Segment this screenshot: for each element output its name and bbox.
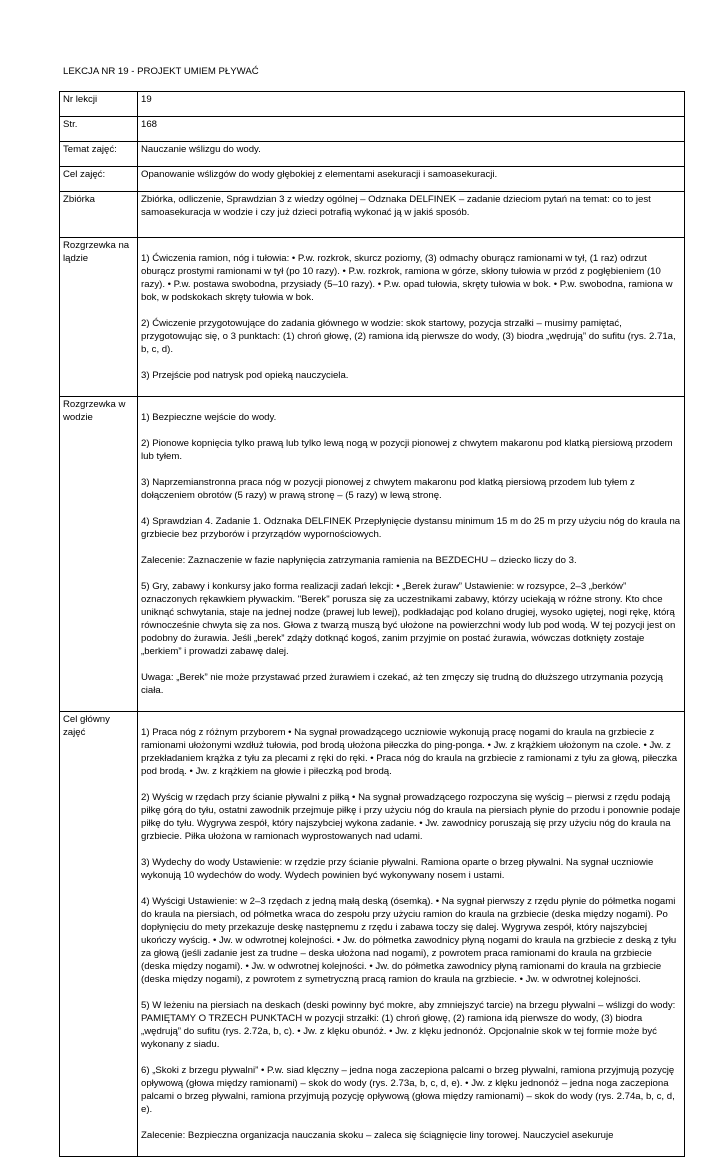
paragraph: 3) Naprzemianstronna praca nóg w pozycji pionowej z chwytem makaronu pod klatką piersiową przodem lub tyłem z dołączeniem obrotów (5 razy) w prawą stronę – (5 razy) w lewą stronę.: [141, 477, 635, 501]
row-value-str: 168: [138, 117, 685, 142]
row-label-temat: Temat zajęć:: [60, 142, 138, 167]
row-value-rozgrzewka-woda: [138, 397, 685, 712]
table-row: [60, 238, 685, 397]
row-label-cel: Cel zajęć:: [60, 167, 138, 192]
row-label-zbiorka: Zbiórka: [60, 192, 138, 238]
paragraph: 4) Sprawdzian 4. Zadanie 1. Odznaka DELFINEK Przepłynięcie dystansu minimum 15 m do 25 m przy użyciu nóg do kraula na grzbiecie bez przyborów i przyrządów wypornościowych.: [141, 516, 681, 540]
paragraph: Zalecenie: Zaznaczenie w fazie napłynięcia zatrzymania ramienia na BEZDECHU – dziecko liczy do 3.: [141, 555, 577, 566]
paragraph: 3) Przejście pod natrysk pod opieką nauczyciela.: [141, 370, 349, 381]
paragraph: 2) Wyścig w rzędach przy ścianie pływalni z piłką • Na sygnał prowadzącego rozpoczyna się wyścig – pierwsi z rzędu podają piłkę górą do tyłu, ostatni zawodnik przejmuje piłkę i przy użyciu nóg do kraula na piersiach płynie do przodu i ponownie podaje piłkę do tyłu. Wygrywa zespół, który najszybciej wykona zadanie. • Jw. zawodnicy poruszają się przy użyciu nóg do kraula na grzbiecie. Piłka ułożona w ramionach wyprostowanych nad udami.: [141, 792, 681, 842]
table-row: [60, 167, 685, 192]
paragraph: Uwaga: „Berek” nie może przystawać przed żurawiem i czekać, aż ten zmęczy się trudną do dłuższego utrzymania pozycją ciała.: [141, 672, 664, 696]
paragraph: 6) „Skoki z brzegu pływalni” • P.w. siad klęczny – jedna noga zaczepiona palcami o brzeg pływalni, ramiona przyjmują pozycję opływową (głowa między ramionami) – skok do wody (rys. 2.73a, b, c, d, e). • Jw. z klęku jednonóż – jedna noga zaczepiona palcami o brzeg pływalni, ramiona przyjmują pozycję opływową (głowa między ramionami) – skok do wody (rys. 2.74a, b, c, d, e).: [141, 1065, 675, 1115]
row-label-cel-glowny: Cel główny zajęć: [60, 712, 138, 1157]
row-value-zbiorka: Zbiórka, odliczenie, Sprawdzian 3 z wiedzy ogólnej – Odznaka DELFINEK – zadanie dzieciom pytań na temat: co to jest samoasekuracja w wodzie i czy już dzieci potrafią wykonać ją w jakiś sposób.: [138, 192, 685, 238]
lesson-table: [59, 91, 685, 1157]
paragraph: 2) Pionowe kopnięcia tylko prawą lub tylko lewą nogą w pozycji pionowej z chwytem makaronu pod klatką piersiową przodem lub tyłem.: [141, 438, 673, 462]
row-value-rozgrzewka-lad: [138, 238, 685, 397]
paragraph: 1) Bezpieczne wejście do wody.: [141, 412, 277, 423]
paragraph: 2) Ćwiczenie przygotowujące do zadania głównego w wodzie: skok startowy, pozycja strzałki – musimy pamiętać, przygotowując się, o 3 punktach: (1) chroń głowę, (2) ramiona idą pierwsze do wody, (3) biodra „wędrują” do sufitu (rys. 2.71a, b, c, d).: [141, 318, 676, 355]
row-label-str: Str.: [60, 117, 138, 142]
table-row: [60, 192, 685, 238]
paragraph: 1) Ćwiczenia ramion, nóg i tułowia: • P.w. rozkrok, skurcz poziomy, (3) odmachy oburącz ramionami w tył, (1 raz) odrzut oburącz prostymi ramionami w tył (po 10 razy). • P.w. rozkrok, ramiona w górze, skłony tułowia w przód z pogłębieniem (10 razy). • P.w. postawa swobodna, przysiady (5–10 razy). • P.w. opad tułowia, skręty tułowia w bok. • P.w. swobodna, ramiona w bok, w podskokach skręty tułowia w bok.: [141, 253, 673, 303]
table-row: [60, 712, 685, 1157]
paragraph: 3) Wydechy do wody Ustawienie: w rzędzie przy ścianie pływalni. Ramiona oparte o brzeg pływalni. Na sygnał uczniowie wykonują 10 wydechów do wody. Wydech powinien być wykonywany nosem i ustami.: [141, 857, 654, 881]
row-value-cel: Opanowanie wślizgów do wody głębokiej z elementami asekuracji i samoasekuracji.: [138, 167, 685, 192]
table-row: [60, 142, 685, 167]
row-label-nr-lekcji: Nr lekcji: [60, 92, 138, 117]
row-label-rozgrzewka-woda: Rozgrzewka w wodzie: [60, 397, 138, 712]
row-value-cel-glowny: [138, 712, 685, 1157]
document-title: LEKCJA NR 19 - PROJEKT UMIEM PŁYWAĆ: [63, 66, 259, 77]
paragraph: Zalecenie: Bezpieczna organizacja nauczania skoku – zaleca się ściągnięcie liny torowej. Nauczyciel asekuruje: [141, 1130, 614, 1141]
paragraph: 5) W leżeniu na piersiach na deskach (deski powinny być mokre, aby zmniejszyć tarcie) na brzegu pływalni – wślizgi do wody: PAMIĘTAMY O TRZECH PUNKTACH w pozycji strzałki: (1) chroń głowę, (2) ramiona idą pierwsze do wody, (3) biodra „wędrują” do sufitu (rys. 2.72a, b, c). • Jw. z klęku obunóż. • Jw. z klęku jednonóż. Opcjonalnie skok w tej formie może być wykonany z siadu.: [141, 1000, 676, 1050]
row-label-rozgrzewka-lad: Rozgrzewka na lądzie: [60, 238, 138, 397]
table-row: [60, 92, 685, 117]
paragraph: 4) Wyścigi Ustawienie: w 2–3 rzędach z jedną małą deską (ósemką). • Na sygnał pierwszy z rzędu płynie do półmetka nogami do kraula na piersiach, od półmetka wraca do zespołu przy użyciu ramion do kraula na grzbiecie (deska między nogami). Po dopłynięciu do mety przekazuje deskę następnemu z rzędu i zabawa toczy się dalej. Wygrywa zespół, który najszybciej ukończy wyścig. • Jw. w odwrotnej kolejności. • Jw. do półmetka zawodnicy płyną nogami do kraula na grzbiecie z deską z tyłu za głową (jeśli zadanie jest za trudne – deska ułożona nad nogami), z powrotem praca ramionami do kraula na grzbiecie (deska między nogami). • Jw. w odwrotnej kolejności. • Jw. do półmetka zawodnicy płyną ramionami do kraula na grzbiecie (deska między nogami), z powrotem z symetryczną pracą ramion do kraula na grzbiecie. • Jw. w odwrotnej kolejności.: [141, 896, 677, 985]
table-row: [60, 397, 685, 712]
table-row: [60, 117, 685, 142]
row-value-temat: Nauczanie wślizgu do wody.: [138, 142, 685, 167]
paragraph: 1) Praca nóg z różnym przyborem • Na sygnał prowadzącego uczniowie wykonują pracę nogami do kraula na grzbiecie z ramionami ułożonymi wzdłuż tułowia, pod brodą ułożona piłeczka do ping-ponga. • Jw. z krążkiem ułożonym na czole. • Jw. z przekładaniem krążka z tyłu za plecami z ręki do ręki. • Praca nóg do kraula na grzbiecie z ramionami z tyłu za głową, piłeczka pod brodą. • Jw. z krążkiem na głowie i piłeczką pod brodą.: [141, 727, 678, 777]
paragraph: 5) Gry, zabawy i konkursy jako forma realizacji zadań lekcji: • „Berek żuraw” Ustawienie: w rozsypce, 2–3 „berków” oznaczonych rękawkiem pływackim. "Berek" porusza się za uczestnikami zabawy, którzy uciekają w różne strony. Kto chce uniknąć schwytania, staje na jednej nodze (prawej lub lewej), podkładając pod kolano drugiej, wysoko ugiętej, nogi rękę, którą równocześnie chwyta się za nos. Głowa z twarzą muszą być ułożone na powierzchni wody lub pod wodą. W tej pozycji jest on podobny do żurawia. Jeśli „berek” zdąży dotknąć kogoś, zanim przyjmie on postać żurawia, wówczas dotknięty zostaje „berkiem” i prowadzi zabawę dalej.: [141, 581, 676, 657]
row-value-nr-lekcji: 19: [138, 92, 685, 117]
